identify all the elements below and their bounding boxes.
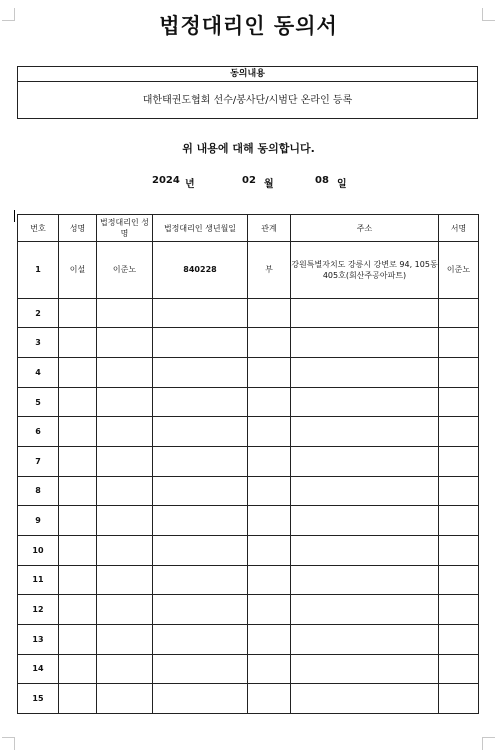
row-guardian-birth[interactable] xyxy=(153,358,248,388)
row-no: 12 xyxy=(18,595,59,625)
row-guardian-birth[interactable] xyxy=(153,417,248,447)
row-guardian-name[interactable] xyxy=(97,624,153,654)
page-corner-mark xyxy=(482,737,495,750)
table-row xyxy=(18,417,479,447)
row-signature[interactable] xyxy=(439,654,479,684)
header-guardian-name: 법정대리인 성명 xyxy=(97,215,153,242)
row-guardian-birth[interactable] xyxy=(153,565,248,595)
row-guardian-name[interactable] xyxy=(97,535,153,565)
row-signature[interactable] xyxy=(439,447,479,477)
row-signature[interactable] xyxy=(439,298,479,328)
row-relation[interactable]: 부 xyxy=(248,242,291,299)
row-signature[interactable] xyxy=(439,476,479,506)
row-guardian-name[interactable] xyxy=(97,654,153,684)
row-no: 2 xyxy=(18,298,59,328)
table-row xyxy=(18,447,479,477)
row-address[interactable] xyxy=(291,298,439,328)
row-relation[interactable] xyxy=(248,447,291,477)
guardian-table xyxy=(17,214,479,714)
row-name[interactable] xyxy=(59,595,97,625)
row-signature[interactable] xyxy=(439,506,479,536)
row-name[interactable] xyxy=(59,298,97,328)
row-relation[interactable] xyxy=(248,624,291,654)
row-guardian-birth[interactable]: 840228 xyxy=(153,242,248,299)
row-address[interactable] xyxy=(291,328,439,358)
row-name[interactable] xyxy=(59,654,97,684)
date-year: 2024 xyxy=(152,175,180,186)
row-guardian-name[interactable] xyxy=(97,447,153,477)
date-day: 08 xyxy=(315,175,329,186)
document-title: 법정대리인 동의서 xyxy=(159,14,338,38)
row-no: 5 xyxy=(18,387,59,417)
row-relation[interactable] xyxy=(248,506,291,536)
row-guardian-name[interactable]: 이준노 xyxy=(97,242,153,299)
date-year-unit: 년 xyxy=(185,179,195,190)
row-guardian-birth[interactable] xyxy=(153,506,248,536)
table-row xyxy=(18,565,479,595)
consent-heading: 동의내용 xyxy=(18,67,477,82)
date-month-unit: 월 xyxy=(264,179,274,190)
row-signature[interactable] xyxy=(439,417,479,447)
row-relation[interactable] xyxy=(248,358,291,388)
row-no: 4 xyxy=(18,358,59,388)
row-signature[interactable] xyxy=(439,684,479,714)
table-row xyxy=(18,506,479,536)
table-row xyxy=(18,298,479,328)
row-address[interactable] xyxy=(291,684,439,714)
row-relation[interactable] xyxy=(248,417,291,447)
row-relation[interactable] xyxy=(248,565,291,595)
row-name[interactable] xyxy=(59,447,97,477)
text-cursor xyxy=(14,210,15,222)
row-name[interactable] xyxy=(59,506,97,536)
row-relation[interactable] xyxy=(248,298,291,328)
row-no: 6 xyxy=(18,417,59,447)
row-no: 7 xyxy=(18,447,59,477)
row-guardian-birth[interactable] xyxy=(153,476,248,506)
row-name[interactable] xyxy=(59,417,97,447)
row-relation[interactable] xyxy=(248,328,291,358)
header-name: 성명 xyxy=(59,215,97,242)
row-guardian-birth[interactable] xyxy=(153,654,248,684)
row-name[interactable] xyxy=(59,358,97,388)
row-signature[interactable]: 이준노 xyxy=(439,242,479,299)
row-address[interactable] xyxy=(291,654,439,684)
row-address[interactable] xyxy=(291,417,439,447)
table-row xyxy=(18,654,479,684)
consent-box xyxy=(17,66,478,119)
row-guardian-birth[interactable] xyxy=(153,447,248,477)
row-signature[interactable] xyxy=(439,535,479,565)
row-guardian-name[interactable] xyxy=(97,417,153,447)
header-signature: 서명 xyxy=(439,215,479,242)
row-signature[interactable] xyxy=(439,387,479,417)
row-signature[interactable] xyxy=(439,358,479,388)
row-no: 13 xyxy=(18,624,59,654)
row-signature[interactable] xyxy=(439,624,479,654)
row-guardian-birth[interactable] xyxy=(153,595,248,625)
row-name[interactable] xyxy=(59,565,97,595)
row-no: 3 xyxy=(18,328,59,358)
row-address[interactable] xyxy=(291,595,439,625)
row-relation[interactable] xyxy=(248,595,291,625)
row-address[interactable] xyxy=(291,447,439,477)
row-relation[interactable] xyxy=(248,535,291,565)
row-signature[interactable] xyxy=(439,328,479,358)
row-relation[interactable] xyxy=(248,654,291,684)
row-address[interactable] xyxy=(291,476,439,506)
agreement-text: 위 내용에 대해 동의합니다. xyxy=(182,142,315,155)
header-address: 주소 xyxy=(291,215,439,242)
row-name[interactable] xyxy=(59,387,97,417)
consent-content: 대한태권도협회 선수/봉사단/시범단 온라인 등록 xyxy=(142,95,353,106)
row-guardian-name[interactable] xyxy=(97,595,153,625)
row-guardian-birth[interactable] xyxy=(153,387,248,417)
row-relation[interactable] xyxy=(248,476,291,506)
row-name[interactable] xyxy=(59,328,97,358)
row-signature[interactable] xyxy=(439,565,479,595)
table-row xyxy=(18,328,479,358)
row-address[interactable]: 강원특별자치도 강릉시 강변로 94, 105동 405호(회산주공아파트) xyxy=(291,242,439,299)
row-name[interactable]: 이설 xyxy=(59,242,97,299)
table-row xyxy=(18,476,479,506)
row-guardian-name[interactable] xyxy=(97,328,153,358)
row-guardian-birth[interactable] xyxy=(153,684,248,714)
table-row xyxy=(18,535,479,565)
row-guardian-name[interactable] xyxy=(97,358,153,388)
row-address[interactable] xyxy=(291,565,439,595)
page-corner-mark xyxy=(2,737,15,750)
row-name[interactable] xyxy=(59,684,97,714)
date-month: 02 xyxy=(242,175,256,186)
row-name[interactable] xyxy=(59,624,97,654)
table-row xyxy=(18,242,479,299)
row-guardian-name[interactable] xyxy=(97,387,153,417)
table-row xyxy=(18,387,479,417)
row-guardian-birth[interactable] xyxy=(153,328,248,358)
row-no: 15 xyxy=(18,684,59,714)
row-address[interactable] xyxy=(291,624,439,654)
row-address[interactable] xyxy=(291,506,439,536)
row-signature[interactable] xyxy=(439,595,479,625)
row-guardian-name[interactable] xyxy=(97,684,153,714)
row-no: 11 xyxy=(18,565,59,595)
header-no: 번호 xyxy=(18,215,59,242)
row-guardian-name[interactable] xyxy=(97,476,153,506)
row-address[interactable] xyxy=(291,535,439,565)
row-relation[interactable] xyxy=(248,684,291,714)
row-no: 10 xyxy=(18,535,59,565)
row-no: 1 xyxy=(18,242,59,299)
row-guardian-name[interactable] xyxy=(97,565,153,595)
table-header-row xyxy=(18,215,479,242)
table-row xyxy=(18,624,479,654)
header-relation: 관계 xyxy=(248,215,291,242)
row-name[interactable] xyxy=(59,535,97,565)
row-guardian-birth[interactable] xyxy=(153,535,248,565)
row-guardian-birth[interactable] xyxy=(153,624,248,654)
row-guardian-birth[interactable] xyxy=(153,298,248,328)
row-address[interactable] xyxy=(291,358,439,388)
row-name[interactable] xyxy=(59,476,97,506)
row-relation[interactable] xyxy=(248,387,291,417)
row-no: 9 xyxy=(18,506,59,536)
table-row xyxy=(18,358,479,388)
header-guardian-birth: 법정대리인 생년월일 xyxy=(153,215,248,242)
table-row xyxy=(18,684,479,714)
row-guardian-name[interactable] xyxy=(97,298,153,328)
row-no: 14 xyxy=(18,654,59,684)
row-no: 8 xyxy=(18,476,59,506)
table-row xyxy=(18,595,479,625)
row-address[interactable] xyxy=(291,387,439,417)
date-day-unit: 일 xyxy=(337,179,347,190)
row-guardian-name[interactable] xyxy=(97,506,153,536)
